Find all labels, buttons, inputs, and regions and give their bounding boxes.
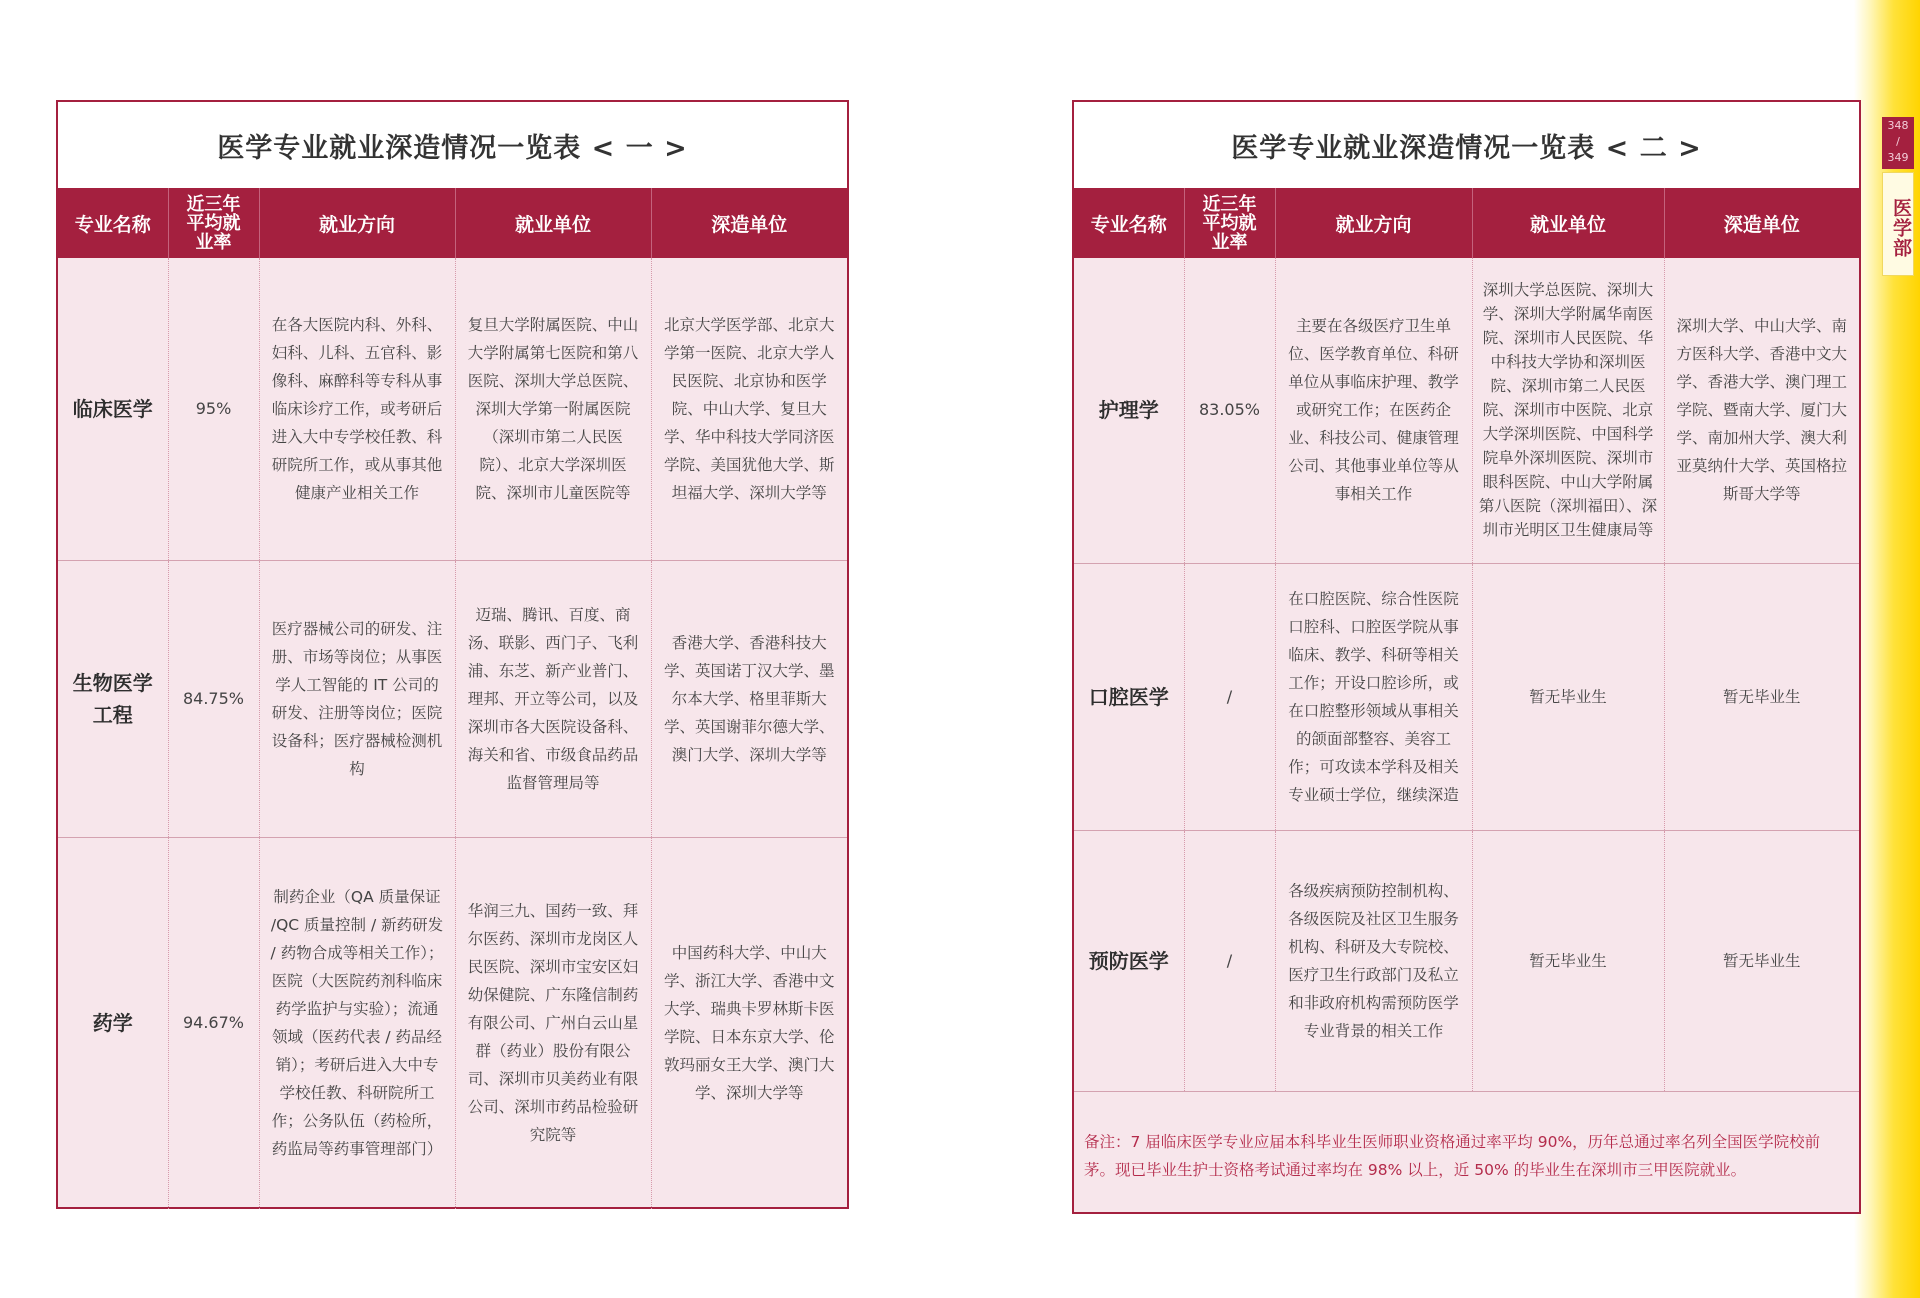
direction-cell: 在各大医院内科、外科、妇科、儿科、五官科、影像科、麻醉科等专科从事临床诊疗工作，或考研后进入大中专学校任教、科研院所工作，或从事其他健康产业相关工作: [259, 258, 455, 560]
direction-cell: 医疗器械公司的研发、注册、市场等岗位；从事医学人工智能的 IT 公司的研发、注册等岗位；医院设备科；医疗器械检测机构: [259, 560, 455, 837]
employer-cell: 华润三九、国药一致、拜尔医药、深圳市龙岗区人民医院、深圳市宝安区妇幼保健院、广东隆信制药有限公司、广州白云山星群（药业）股份有限公司、深圳市贝美药业有限公司、深圳市药品检验研究院等: [455, 837, 651, 1209]
study-cell: 香港大学、香港科技大学、英国诺丁汉大学、墨尔本大学、格里菲斯大学、英国谢菲尔德大学、澳门大学、深圳大学等: [651, 560, 847, 837]
table-two-panel: [1072, 100, 1861, 1214]
major-name: 临床医学: [58, 258, 168, 560]
employment-rate: 95%: [168, 258, 259, 560]
employment-rate: 84.75%: [168, 560, 259, 837]
table-row: [1074, 258, 1859, 563]
major-name: 预防医学: [1074, 830, 1184, 1091]
major-name: 护理学: [1074, 258, 1184, 563]
table-row: [58, 560, 847, 837]
employer-cell: 暂无毕业生: [1472, 563, 1664, 830]
page-number-right: 349: [1887, 151, 1909, 164]
major-name: 口腔医学: [1074, 563, 1184, 830]
direction-cell: 各级疾病预防控制机构、各级医院及社区卫生服务机构、科研及大专院校、医疗卫生行政部门及私立和非政府机构需预防医学专业背景的相关工作: [1275, 830, 1472, 1091]
major-name: [58, 560, 168, 837]
table-two-title: 医学专业就业深造情况一览表 < 二 >: [1074, 102, 1859, 188]
header-major: 专业名称: [1074, 188, 1184, 258]
study-cell: 暂无毕业生: [1722, 951, 1801, 970]
table-row: [1074, 830, 1859, 1091]
study-cell: 北京大学医学部、北京大学第一医院、北京大学人民医院、北京协和医学院、中山大学、复旦大学、华中科技大学同济医学院、美国犹他大学、斯坦福大学、深圳大学等: [651, 258, 847, 560]
header-further-study: 深造单位: [651, 188, 847, 258]
table-row: [58, 258, 847, 560]
page-number-slash: /: [1896, 135, 1900, 148]
employment-rate: /: [1184, 563, 1275, 830]
table-one-title: 医学专业就业深造情况一览表 < 一 >: [58, 102, 847, 188]
direction-cell: 制药企业（QA 质量保证 /QC 质量控制 / 新药研发 / 药物合成等相关工作）；医院（大医院药剂科临床药学监护与实验）；流通领域（医药代表 / 药品经销）；考研后进入大中专学校任教、科研院所工作；公务队伍（药检所，药监局等药事管理部门）: [259, 837, 455, 1209]
header-employer: 就业单位: [1472, 188, 1664, 258]
table-one-panel: [56, 100, 849, 1209]
header-major: 专业名称: [58, 188, 168, 258]
study-cell: 深圳大学、中山大学、南方医科大学、香港中文大学、香港大学、澳门理工学院、暨南大学、厦门大学、南加州大学、澳大利亚莫纳什大学、英国格拉斯哥大学等: [1664, 258, 1859, 563]
table-note: 备注：7 届临床医学专业应届本科毕业生医师职业资格通过率平均 90%，历年总通过率名列全国医学院校前茅。现已毕业生护士资格考试通过率均在 98% 以上，近 50% 的毕业生在深圳市三甲医院就业。: [1074, 1091, 1859, 1215]
employment-rate: /: [1184, 830, 1275, 1091]
page-number-left: 348: [1887, 119, 1909, 132]
header-employment-rate: [168, 188, 259, 258]
header-employment-rate-label: 近三年平均就业率: [186, 193, 241, 253]
employment-rate: 94.67%: [168, 837, 259, 1209]
table-header-row: [1074, 188, 1859, 258]
employer-cell: 暂无毕业生: [1472, 830, 1664, 1091]
major-name: 药学: [58, 837, 168, 1209]
study-cell: 暂无毕业生: [1664, 563, 1859, 830]
header-direction: 就业方向: [259, 188, 455, 258]
table-two: [1074, 188, 1859, 1091]
header-employer: 就业单位: [455, 188, 651, 258]
major-name-text: 生物医学工程: [72, 670, 153, 727]
header-employment-rate-label: 近三年平均就业率: [1202, 193, 1257, 253]
section-tab: 医学部: [1882, 172, 1914, 276]
direction-cell: 在口腔医院、综合性医院口腔科、口腔医学院从事临床、教学、科研等相关工作；开设口腔诊所，或在口腔整形领域从事相关的颌面部整容、美容工作；可攻读本学科及相关专业硕士学位，继续深造: [1275, 563, 1472, 830]
direction-cell: 主要在各级医疗卫生单位、医学教育单位、科研单位从事临床护理、教学或研究工作；在医药企业、科技公司、健康管理公司、其他事业单位等从事相关工作: [1275, 258, 1472, 563]
table-row: [58, 837, 847, 1209]
employment-rate: 83.05%: [1184, 258, 1275, 563]
employer-cell: 迈瑞、腾讯、百度、商汤、联影、西门子、飞利浦、东芝、新产业普门、理邦、开立等公司，以及深圳市各大医院设备科、海关和省、市级食品药品监督管理局等: [455, 560, 651, 837]
header-employment-rate: [1184, 188, 1275, 258]
table-header-row: [58, 188, 847, 258]
header-direction: 就业方向: [1275, 188, 1472, 258]
page-number-badge: [1882, 117, 1914, 169]
table-one: [58, 188, 847, 1209]
study-cell: 中国药科大学、中山大学、浙江大学、香港中文大学、瑞典卡罗林斯卡医学院、日本东京大学、伦敦玛丽女王大学、澳门大学、深圳大学等: [663, 944, 835, 1103]
header-further-study: 深造单位: [1664, 188, 1859, 258]
table-row: [1074, 563, 1859, 830]
employer-cell: 深圳大学总医院、深圳大学、深圳大学附属华南医院、深圳市人民医院、华中科技大学协和深圳医院、深圳市第二人民医院、深圳市中医院、北京大学深圳医院、中国科学院阜外深圳医院、深圳市眼科医院、中山大学附属第八医院（深圳福田）、深圳市光明区卫生健康局等: [1472, 258, 1664, 563]
employer-cell: 复旦大学附属医院、中山大学附属第七医院和第八医院、深圳大学总医院、深圳大学第一附属医院（深圳市第二人民医院）、北京大学深圳医院、深圳市儿童医院等: [455, 258, 651, 560]
